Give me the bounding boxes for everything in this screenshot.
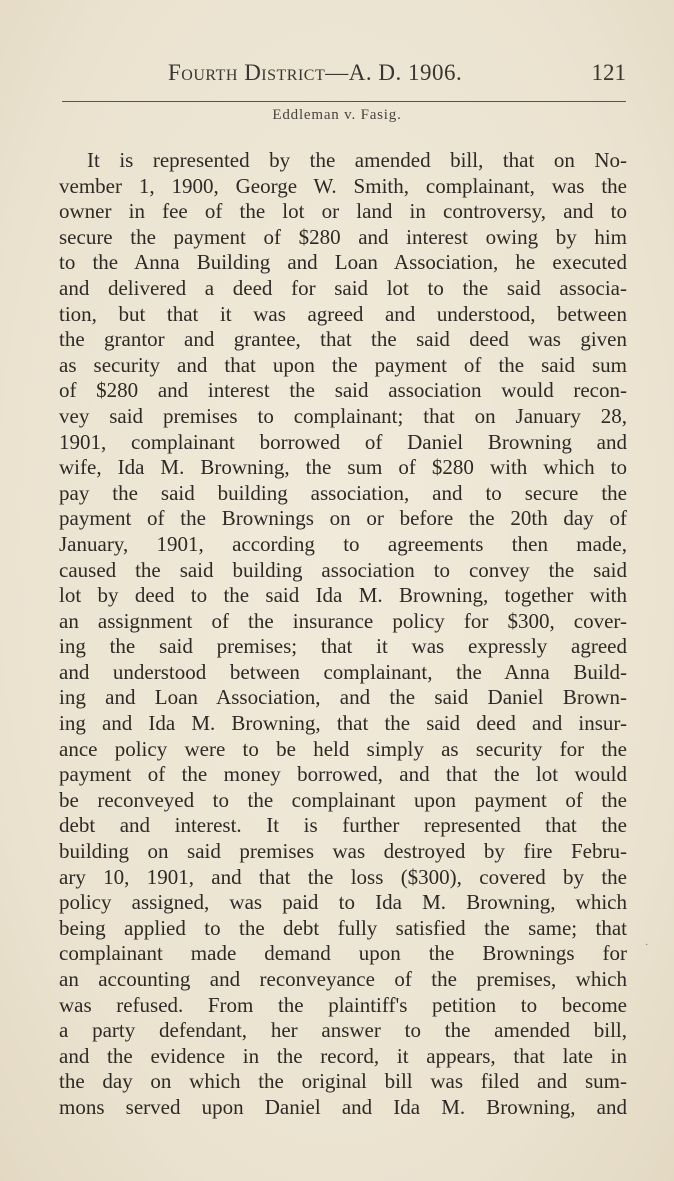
- text-line: owner in fee of the lot or land in controversy, and to: [59, 199, 627, 224]
- text-line: the day on which the original bill was filed and sum-: [59, 1069, 627, 1094]
- text-line: ing and Loan Association, and the said Daniel Brown-: [59, 685, 627, 710]
- text-line: the grantor and grantee, that the said deed was given: [59, 327, 627, 352]
- text-line: vember 1, 1900, George W. Smith, complainant, was the: [59, 173, 627, 198]
- text-line: ing and Ida M. Browning, that the said deed and insur-: [59, 711, 627, 736]
- text-line: payment of the Brownings on or before the 20th day of: [59, 506, 627, 531]
- text-line: mons served upon Daniel and Ida M. Browning, and: [59, 1094, 627, 1119]
- text-line: January, 1901, according to agreements then made,: [59, 531, 627, 556]
- text-line: caused the said building association to convey the said: [59, 557, 627, 582]
- text-line: policy assigned, was paid to Ida M. Browning, which: [59, 890, 627, 915]
- text-line: secure the payment of $280 and interest owing by him: [59, 224, 627, 249]
- text-line: and the evidence in the record, it appears, that late in: [59, 1043, 627, 1068]
- text-line: being applied to the debt fully satisfied the same; that: [59, 915, 627, 940]
- running-head: [58, 60, 628, 90]
- text-line: of $280 and interest the said association would recon-: [59, 378, 627, 403]
- margin-mark: ˯: [645, 935, 649, 946]
- text-line: and understood between complainant, the Anna Build-: [59, 659, 627, 684]
- text-line: It is represented by the amended bill, that on No-: [87, 148, 627, 172]
- running-title: Fourth District—A. D. 1906.: [168, 60, 463, 85]
- text-line: to the Anna Building and Loan Association, he executed: [59, 250, 627, 275]
- text-line: payment of the money borrowed, and that the lot would: [59, 762, 627, 787]
- text-line: ance policy were to be held simply as security for the: [59, 736, 627, 761]
- text-line: an assignment of the insurance policy for $300, cover-: [59, 608, 627, 633]
- text-line: building on said premises was destroyed by fire Febru-: [59, 839, 627, 864]
- header-rule: [62, 101, 626, 102]
- text-line: tion, but that it was agreed and understood, between: [59, 301, 627, 326]
- case-caption: Eddleman v. Fasig.: [272, 107, 402, 123]
- text-line: 1901, complainant borrowed of Daniel Browning and: [59, 429, 627, 454]
- text-line: wife, Ida M. Browning, the sum of $280 with which to: [59, 455, 627, 480]
- text-line: ing the said premises; that it was expressly agreed: [59, 634, 627, 659]
- text-line: as security and that upon the payment of the said sum: [59, 352, 627, 377]
- text-line: an accounting and reconveyance of the premises, which: [59, 967, 627, 991]
- text-line: a party defendant, her answer to the amended bill,: [59, 1018, 627, 1043]
- text-line: vey said premises to complainant; that on January 28,: [59, 403, 627, 428]
- text-line: ary 10, 1901, and that the loss ($300), covered by the: [59, 864, 627, 889]
- text-line: was refused. From the plaintiff's petition to become: [59, 992, 627, 1017]
- text-line: pay the said building association, and to secure the: [59, 480, 627, 505]
- text-line: and delivered a deed for said lot to the said associa-: [59, 275, 627, 300]
- page-number: 121: [591, 60, 626, 85]
- text-line: be reconveyed to the complainant upon payment of the: [59, 787, 627, 812]
- text-line: lot by deed to the said Ida M. Browning, together with: [59, 583, 627, 608]
- text-line: complainant made demand upon the Brownings for: [59, 941, 627, 966]
- text-line: debt and interest. It is further represented that the: [59, 813, 627, 838]
- body-text: [59, 148, 627, 1121]
